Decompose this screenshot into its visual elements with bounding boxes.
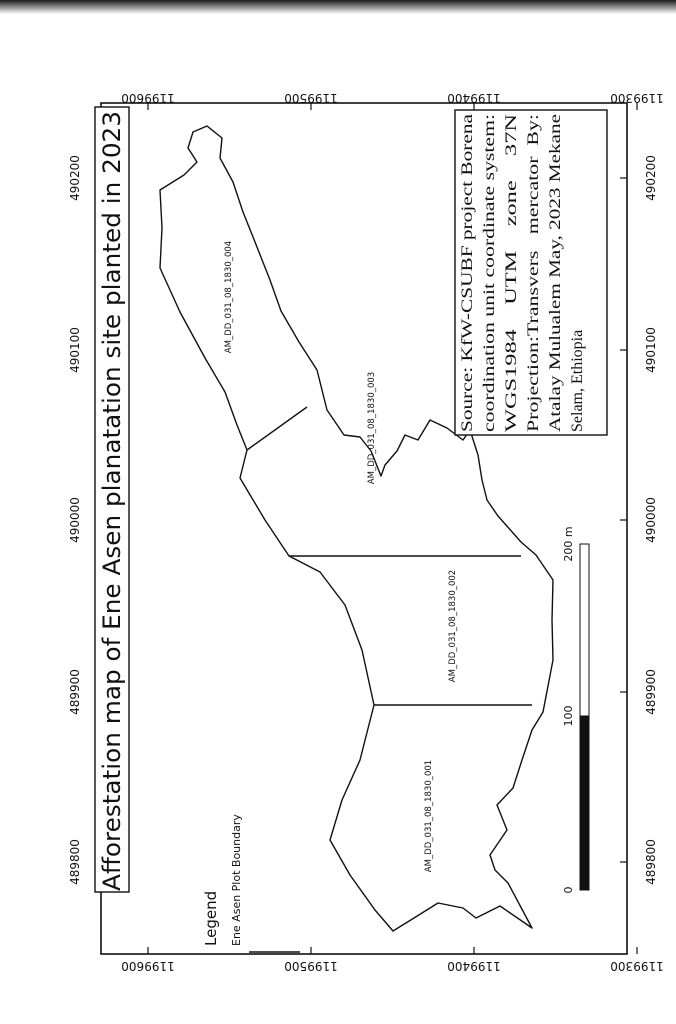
scale-bar-white-segment — [580, 544, 589, 716]
legend-heading: Legend — [202, 890, 220, 946]
northing-label-1199300-bottom: 1199300 — [610, 959, 664, 973]
divider-004-003 — [247, 407, 307, 450]
legend-item-label: Ene Asen Plot Boundary — [230, 814, 243, 946]
source-line-6: Selam, Ethiopia — [569, 329, 586, 432]
northing-label-1199600-top: 1199600 — [121, 91, 175, 105]
source-line-1: Source: KfW-CSUBF project Borena — [459, 193, 476, 432]
easting-label-490000-right: 490000 — [644, 497, 658, 543]
plot-label-001: AM_DD_031_08_1830_001 — [424, 759, 434, 873]
map-title: Afforestation map of Ene Asen planatation site planted in 2023 — [98, 133, 126, 891]
plot-label-004: AM_DD_031_08_1830_004 — [224, 240, 234, 354]
scale-bar — [580, 544, 589, 890]
plot-label-003: AM_DD_031_08_1830_003 — [367, 371, 377, 485]
easting-label-490200-left: 490200 — [68, 155, 82, 201]
easting-label-489800-left: 489800 — [68, 839, 82, 885]
plot-label-002: AM_DD_031_08_1830_002 — [448, 569, 458, 683]
easting-label-489900-right: 489900 — [644, 669, 658, 715]
easting-label-490100-left: 490100 — [68, 327, 82, 373]
source-line-5: Atalay Mulualem May, 2023 Mekane — [547, 191, 564, 432]
scale-label-100: 100 — [562, 705, 575, 727]
source-line-2: coordination unit coordinate system: — [481, 197, 498, 432]
source-line-3: WGS1984 UTM zone 37N — [503, 223, 520, 432]
scale-label-200m: 200 m — [562, 526, 575, 562]
northing-label-1199500-top: 1199500 — [284, 91, 338, 105]
scale-bar-black-segment — [580, 716, 589, 890]
easting-label-490100-right: 490100 — [644, 327, 658, 373]
northing-label-1199400-top: 1199400 — [447, 91, 501, 105]
easting-label-490000-left: 490000 — [68, 497, 82, 543]
easting-label-489800-right: 489800 — [644, 839, 658, 885]
northing-label-1199400-bottom: 1199400 — [447, 959, 501, 973]
easting-label-490200-right: 490200 — [644, 155, 658, 201]
northing-label-1199500-bottom: 1199500 — [284, 959, 338, 973]
easting-label-489900-left: 489900 — [68, 669, 82, 715]
northing-label-1199300-top: 1199300 — [610, 91, 664, 105]
scale-label-0: 0 — [562, 886, 575, 894]
source-line-4: Projection:Transvers mercator By: — [525, 199, 542, 432]
northing-label-1199600-bottom: 1199600 — [121, 959, 175, 973]
